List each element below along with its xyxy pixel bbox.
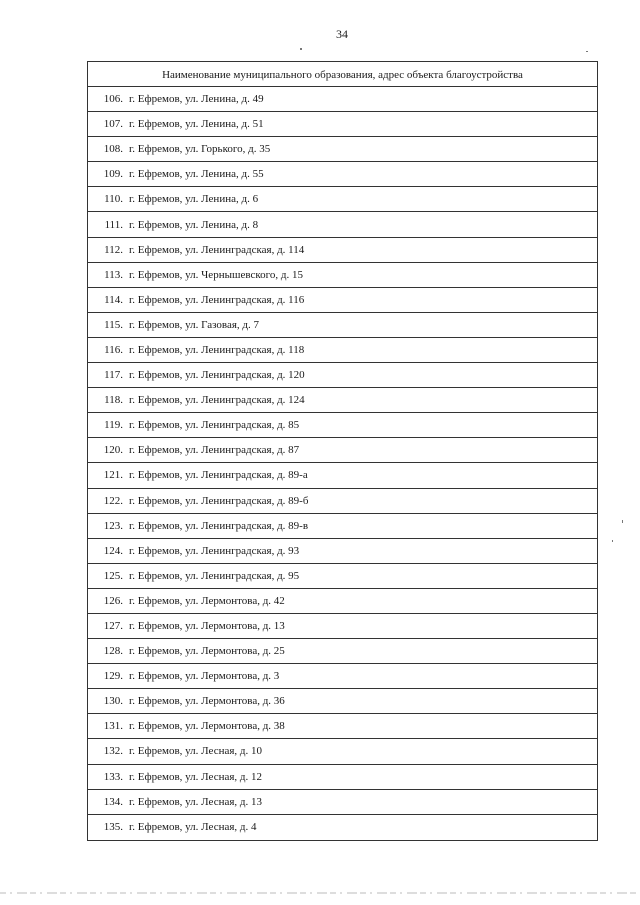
row-number: 131.	[103, 720, 123, 733]
row-number: 127.	[103, 620, 123, 633]
row-address: г. Ефремов, ул. Ленинградская, д. 89-б	[129, 494, 309, 507]
row-address: г. Ефремов, ул. Лесная, д. 13	[129, 795, 263, 808]
row-number: 126.	[103, 594, 123, 607]
row-number: 108.	[103, 143, 123, 156]
row-address: г. Ефремов, ул. Лесная, д. 10	[129, 745, 263, 758]
row-address: г. Ефремов, ул. Ленина, д. 49	[129, 93, 264, 106]
row-address: г. Ефремов, ул. Ленинградская, д. 87	[129, 444, 300, 457]
row-number: 129.	[103, 670, 123, 683]
row-address: г. Ефремов, ул. Лесная, д. 4	[129, 821, 257, 834]
row-number: 119.	[104, 419, 123, 432]
row-address: г. Ефремов, ул. Горького, д. 35	[129, 143, 271, 156]
row-number: 134.	[103, 795, 123, 808]
row-number: 109.	[103, 168, 123, 181]
row-number: 118.	[104, 394, 123, 407]
row-address: г. Ефремов, ул. Ленинградская, д. 89-в	[129, 519, 309, 532]
row-address: г. Ефремов, ул. Ленина, д. 55	[129, 168, 264, 181]
row-address: г. Ефремов, ул. Ленинградская, д. 118	[129, 343, 305, 356]
row-number: 106.	[103, 93, 123, 106]
row-number: 110.	[104, 193, 123, 206]
row-number: 124.	[103, 544, 123, 557]
row-address: г. Ефремов, ул. Лермонтова, д. 3	[129, 670, 280, 683]
row-address: г. Ефремов, ул. Лермонтова, д. 42	[129, 594, 285, 607]
row-address: г. Ефремов, ул. Лермонтова, д. 13	[129, 620, 285, 633]
row-number: 132.	[103, 745, 123, 758]
row-number: 113.	[104, 268, 123, 281]
row-number: 115.	[104, 318, 123, 331]
row-number: 117.	[104, 369, 123, 382]
page-number: 34	[336, 27, 348, 41]
row-address: г. Ефремов, ул. Ленинградская, д. 120	[129, 369, 305, 382]
row-address: г. Ефремов, ул. Лермонтова, д. 38	[129, 720, 285, 733]
row-number: 116.	[104, 343, 123, 356]
row-number: 122.	[103, 494, 123, 507]
row-address: г. Ефремов, ул. Ленина, д. 8	[129, 218, 259, 231]
row-number: 125.	[103, 569, 123, 582]
row-number: 111.	[104, 218, 123, 231]
row-number: 120.	[103, 444, 123, 457]
row-number: 123.	[103, 519, 123, 532]
row-address: г. Ефремов, ул. Газовая, д. 7	[129, 318, 259, 331]
row-address: г. Ефремов, ул. Ленина, д. 6	[129, 193, 259, 206]
row-address: г. Ефремов, ул. Лермонтова, д. 25	[129, 645, 285, 658]
row-number: 135.	[103, 821, 123, 834]
row-address: г. Ефремов, ул. Чернышевского, д. 15	[129, 268, 303, 281]
row-number: 130.	[103, 695, 123, 708]
row-number: 128.	[103, 645, 123, 658]
row-address: г. Ефремов, ул. Ленинградская, д. 124	[129, 394, 305, 407]
row-number: 114.	[104, 293, 123, 306]
row-address: г. Ефремов, ул. Ленина, д. 51	[129, 118, 264, 131]
row-address: г. Ефремов, ул. Лесная, д. 12	[129, 770, 263, 783]
table-header: Наименование муниципального образования, адрес объекта благоустройства	[88, 62, 597, 87]
row-number: 121.	[103, 469, 123, 482]
row-address: г. Ефремов, ул. Ленинградская, д. 85	[129, 419, 300, 432]
row-address: г. Ефремов, ул. Ленинградская, д. 89-а	[129, 469, 308, 482]
row-address: г. Ефремов, ул. Лермонтова, д. 36	[129, 695, 285, 708]
row-address: г. Ефремов, ул. Ленинградская, д. 95	[129, 569, 300, 582]
row-address: г. Ефремов, ул. Ленинградская, д. 114	[129, 243, 305, 256]
row-address: г. Ефремов, ул. Ленинградская, д. 116	[129, 293, 305, 306]
row-number: 107.	[103, 118, 123, 131]
row-number: 133.	[103, 770, 123, 783]
row-number: 112.	[104, 243, 123, 256]
row-address: г. Ефремов, ул. Ленинградская, д. 93	[129, 544, 300, 557]
